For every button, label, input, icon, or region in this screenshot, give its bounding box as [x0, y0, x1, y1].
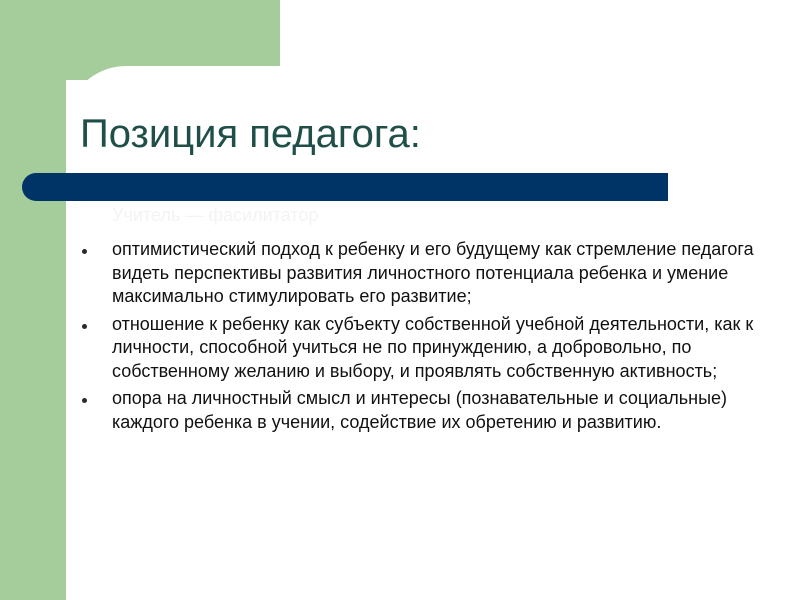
bullet-text: оптимистический подход к ребенку и его будущему как стремление педагога видеть перспективы развития личностного потенциала ребенка и умение максимально стимулировать его развитие; [112, 239, 754, 306]
green-side-band [0, 0, 66, 600]
bullet-item [76, 313, 756, 384]
faded-subtitle: Учитель — фасилитатор [112, 205, 319, 225]
bullet-text: опора на личностный смысл и интересы (познавательные и социальные) каждого ребенка в учении, содействие их обретению и развитию. [112, 388, 728, 432]
bullet-text: отношение к ребенку как субъекту собственной учебной деятельности, как к личности, способной учиться не по принуждению, а добровольно, по собственному желанию и выбору, и проявлять собственную активность; [112, 313, 754, 381]
bullet-dot-icon [82, 324, 87, 329]
title-underline-bar [22, 173, 668, 201]
bullet-item [76, 238, 756, 309]
bullet-dot-icon [82, 398, 87, 403]
bullet-dot-icon [82, 249, 87, 254]
bullet-list [76, 238, 756, 438]
slide-title: Позиция педагога: [80, 112, 421, 156]
bullet-item [76, 387, 756, 434]
